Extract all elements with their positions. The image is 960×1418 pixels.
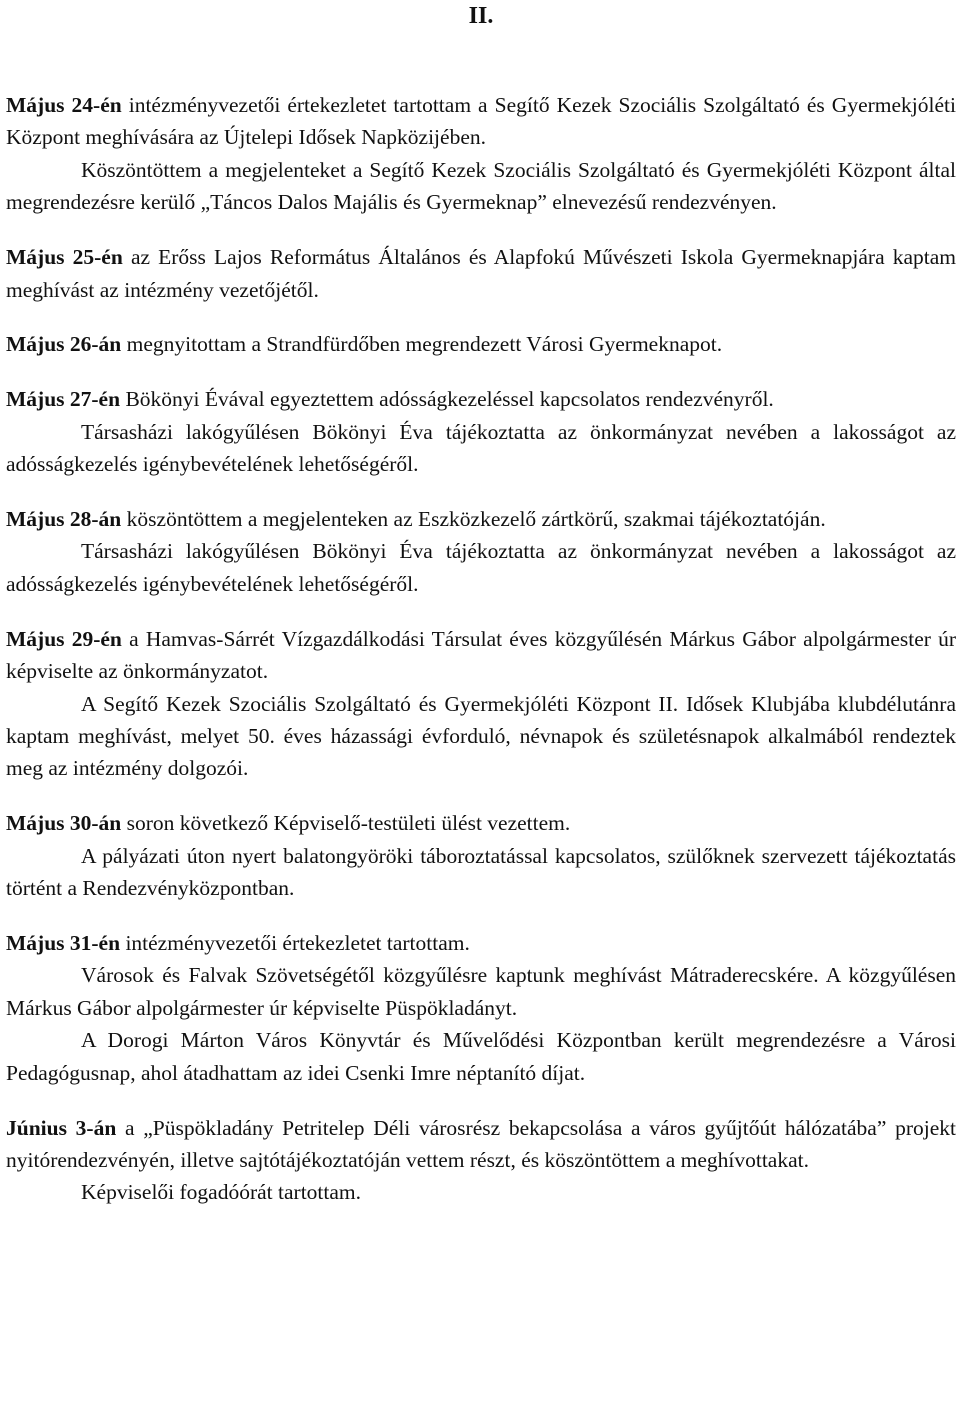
- entry-text: Képviselői fogadóórát tartottam.: [81, 1180, 362, 1205]
- entry-paragraph: [6, 154, 956, 219]
- entry-text: megnyitottam a Strandfürdőben megrendezett Városi Gyermeknapot.: [126, 332, 723, 357]
- entry-text: A Dorogi Márton Város Könyvtár és Művelődési Központban került megrendezésre a Városi Pedagógusnap, ahol átadhattam az idei Csenki Imre néptanító díjat.: [6, 1028, 956, 1085]
- diary-entry: [6, 1112, 956, 1209]
- entry-text: Társasházi lakógyűlésen Bökönyi Éva tájékoztatta az önkormányzat nevében a lakosságot az adósságkezelés igénybevételének lehetőségéről.: [6, 419, 956, 477]
- entry-text: A Segítő Kezek Szociális Szolgáltató és Gyermekjóléti Központ II. Idősek Klubjába klubdélutánra kaptam meghívást, melyet 50. éves házassági évforduló, névnapok és születésnapok alkalmából rendeztek meg az intézmény dolgozói.: [6, 691, 956, 781]
- entry-date: Június 3-án: [6, 1115, 117, 1140]
- entry-paragraph: [6, 1176, 956, 1208]
- entry-date: Május 28-án: [6, 507, 122, 532]
- section-heading: II.: [468, 3, 494, 29]
- entry-date: Május 31-én: [6, 931, 121, 956]
- entry-paragraph: [6, 383, 956, 415]
- entry-date: Május 26-án: [6, 332, 122, 357]
- entry-text: a Hamvas-Sárrét Vízgazdálkodási Társulat éves közgyűlésén Márkus Gábor alpolgármester úr képviselte az önkormányzatot.: [6, 626, 957, 684]
- diary-entry: [6, 89, 956, 219]
- entry-text: intézményvezetői értekezletet tartottam.: [125, 931, 470, 956]
- diary-entry: [6, 927, 956, 1089]
- entry-text: intézményvezetői értekezletet tartottam a Segítő Kezek Szociális Szolgáltató és Gyermekjóléti Központ meghívására az Újtelepi Idősek Napközijében.: [6, 93, 956, 150]
- entry-paragraph: [6, 927, 956, 959]
- entry-paragraph: [6, 840, 956, 905]
- entry-paragraph: [6, 416, 956, 481]
- entry-date: Május 25-én: [6, 245, 123, 270]
- entry-paragraph: [6, 688, 956, 785]
- entry-paragraph: [6, 807, 956, 839]
- entry-date: Május 30-án: [6, 811, 122, 836]
- entry-date: Május 27-én: [6, 387, 121, 412]
- entry-paragraph: [6, 623, 956, 688]
- diary-entry: [6, 328, 956, 360]
- entry-text: Városok és Falvak Szövetségétől közgyűlésre kaptunk meghívást Mátraderecskére. A közgyűlésen Márkus Gábor alpolgármester úr képviselte Püspökladányt.: [6, 963, 956, 1020]
- diary-entries: [6, 89, 956, 1209]
- entry-paragraph: [6, 328, 956, 360]
- entry-paragraph: [6, 959, 956, 1024]
- entry-text: köszöntöttem a megjelenteken az Eszközkezelő zártkörű, szakmai tájékoztatóján.: [126, 507, 826, 532]
- entry-text: Bökönyi Évával egyeztettem adósságkezeléssel kapcsolatos rendezvényről.: [125, 387, 774, 412]
- entry-paragraph: [6, 535, 956, 600]
- entry-date: Május 24-én: [6, 93, 122, 117]
- entry-paragraph: [6, 503, 956, 535]
- entry-text: az Erőss Lajos Református Általános és Alapfokú Művészeti Iskola Gyermeknapjára kaptam meghívást az intézmény vezetőjétől.: [6, 245, 957, 302]
- diary-entry: [6, 241, 956, 306]
- diary-entry: [6, 383, 956, 480]
- entry-text: Köszöntöttem a megjelenteket a Segítő Kezek Szociális Szolgáltató és Gyermekjóléti Központ által megrendezésre kerülő „Táncos Dalos Majális és Gyermeknap” elnevezésű rendezvényen.: [6, 157, 956, 215]
- entry-text: Társasházi lakógyűlésen Bökönyi Éva tájékoztatta az önkormányzat nevében a lakosságot az adósságkezelés igénybevételének lehetőségéről.: [6, 539, 956, 596]
- entry-text: soron következő Képviselő-testületi ülést vezettem.: [126, 811, 571, 836]
- entry-paragraph: [6, 241, 956, 306]
- entry-paragraph: [6, 1112, 956, 1177]
- diary-entry: [6, 623, 956, 785]
- entry-paragraph: [6, 1024, 956, 1089]
- entry-date: Május 29-én: [6, 626, 122, 651]
- entry-paragraph: [6, 89, 956, 154]
- diary-entry: [6, 503, 956, 600]
- entry-text: A pályázati úton nyert balatongyöröki táboroztatással kapcsolatos, szülőknek szervezett tájékoztatás történt a Rendezvényközpontban.: [6, 843, 956, 901]
- diary-entry: [6, 807, 956, 904]
- document-page: [6, 0, 956, 1231]
- entry-text: a „Püspökladány Petritelep Déli városrész bekapcsolása a város gyűjtőút hálózatába” projekt nyitórendezvényén, illetve sajtótájékoztatóján vettem részt, és köszöntöttem a meghívottakat.: [6, 1115, 956, 1172]
